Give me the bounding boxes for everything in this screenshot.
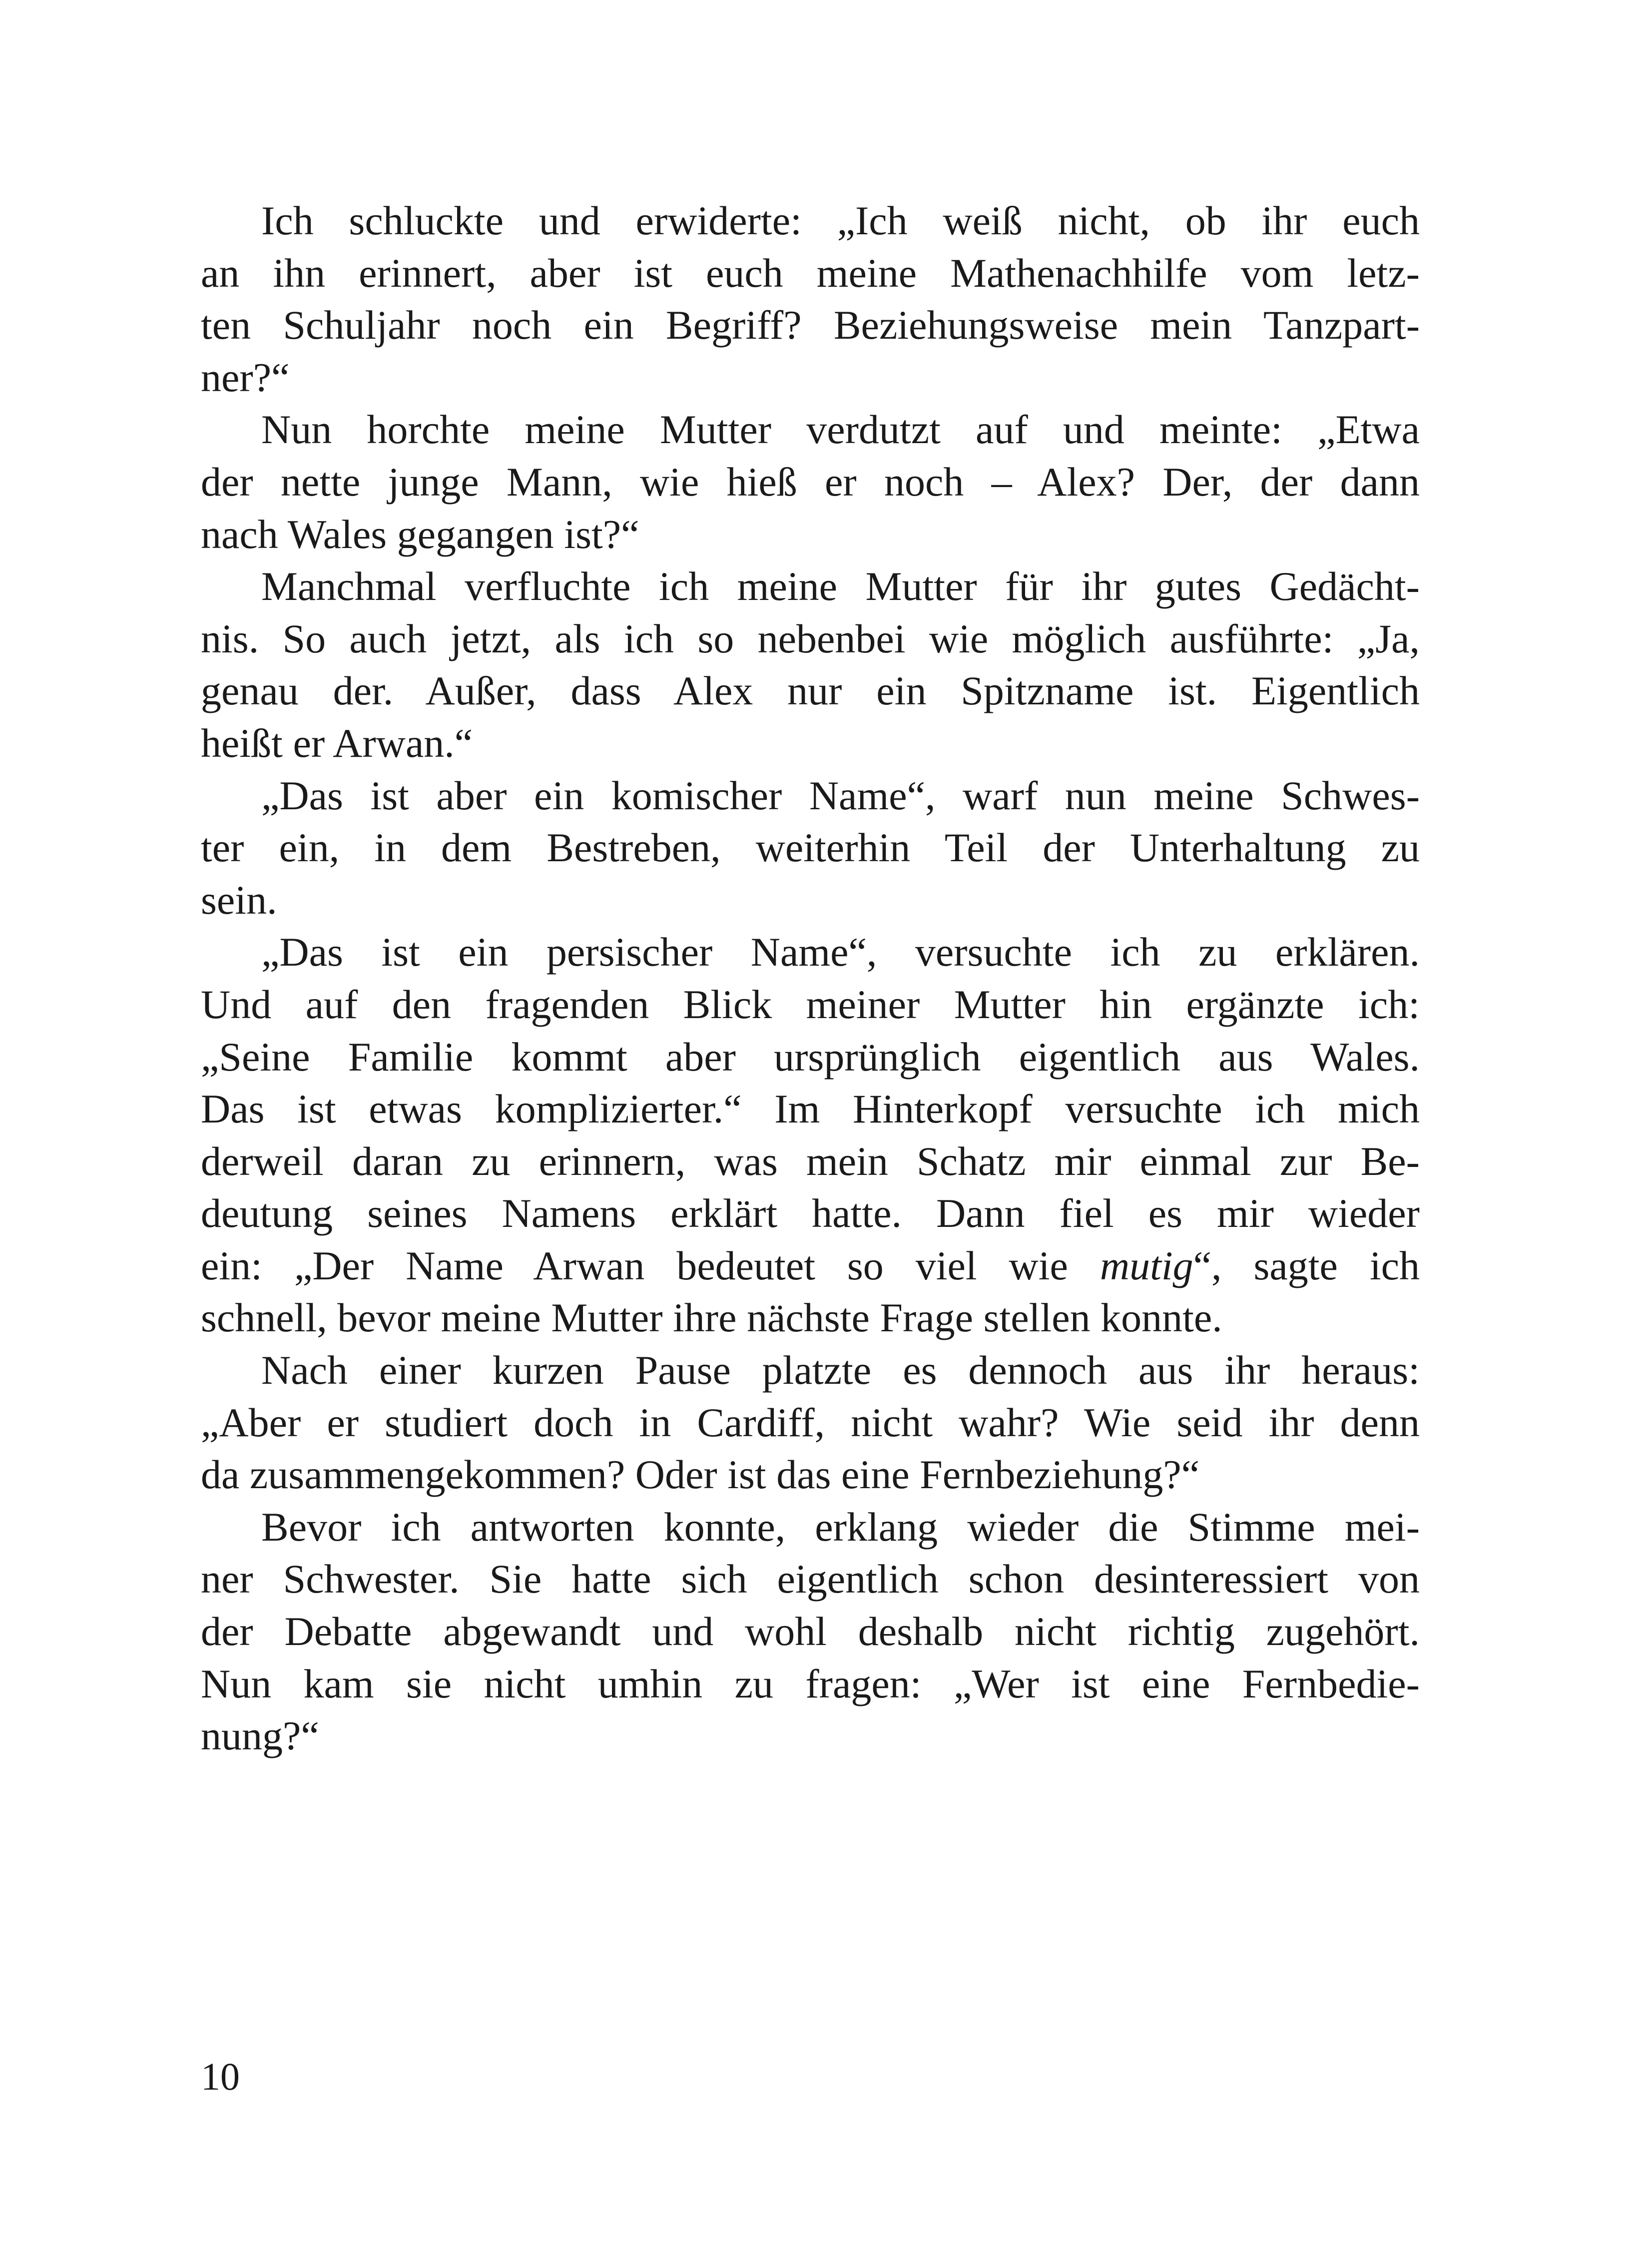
text-segment: “, sagte ich <box>1193 1242 1420 1288</box>
text-line: nach Wales gegangen ist?“ <box>201 511 639 557</box>
emphasized-word: mutig <box>1100 1242 1193 1288</box>
text-line: Nun kam sie nicht umhin zu fragen: „Wer ist eine Fernbedie- <box>201 1661 1420 1706</box>
text-segment: ein: „Der Name Arwan bedeutet so viel wie <box>201 1242 1100 1288</box>
text-line: ter ein, in dem Bestreben, weiterhin Teil der Unterhaltung zu <box>201 825 1420 871</box>
text-line: Und auf den fragenden Blick meiner Mutter hin ergänzte ich: <box>201 981 1420 1027</box>
text-line: sein. <box>201 877 277 923</box>
text-line: Manchmal verfluchte ich meine Mutter für ihr gutes Gedächt- <box>261 563 1420 609</box>
text-line: nis. So auch jetzt, als ich so nebenbei wie möglich ausführte: „Ja, <box>201 615 1420 661</box>
text-line: „Aber er studiert doch in Cardiff, nicht wahr? Wie seid ihr denn <box>201 1399 1420 1445</box>
page-number: 10 <box>201 2055 240 2098</box>
text-line: ner?“ <box>201 354 290 400</box>
text-line: schnell, bevor meine Mutter ihre nächste Frage stellen konnte. <box>201 1295 1222 1341</box>
text-line: Ich schluckte und erwiderte: „Ich weiß nicht, ob ihr euch <box>261 198 1420 243</box>
text-line: der nette junge Mann, wie hieß er noch – Alex? Der, der dann <box>201 459 1420 505</box>
text-line: der Debatte abgewandt und wohl deshalb nicht richtig zugehört. <box>201 1609 1420 1655</box>
text-line: ten Schuljahr noch ein Begriff? Beziehungsweise mein Tanzpart- <box>201 302 1420 348</box>
text-line: nung?“ <box>201 1713 319 1759</box>
text-line: Nach einer kurzen Pause platzte es dennoch aus ihr heraus: <box>261 1347 1420 1393</box>
text-line: derweil daran zu erinnern, was mein Schatz mir einmal zur Be- <box>201 1138 1420 1184</box>
text-line: deutung seines Namens erklärt hatte. Dann fiel es mir wieder <box>201 1190 1420 1236</box>
text-line <box>201 1240 1420 1292</box>
text-line: Bevor ich antworten konnte, erklang wieder die Stimme mei- <box>261 1504 1420 1550</box>
text-line: an ihn erinnert, aber ist euch meine Mathenachhilfe vom letz- <box>201 250 1420 296</box>
text-line: da zusammengekommen? Oder ist das eine Fernbeziehung?“ <box>201 1452 1200 1498</box>
text-line: heißt er Arwan.“ <box>201 720 473 766</box>
body-text <box>201 195 1420 1762</box>
text-line: genau der. Außer, dass Alex nur ein Spitzname ist. Eigentlich <box>201 668 1420 714</box>
text-line: „Seine Familie kommt aber ursprünglich eigentlich aus Wales. <box>201 1034 1420 1080</box>
text-line: Nun horchte meine Mutter verdutzt auf und meinte: „Etwa <box>261 407 1420 453</box>
text-line: ner Schwester. Sie hatte sich eigentlich schon desinteressiert von <box>201 1556 1420 1602</box>
text-line: „Das ist ein persischer Name“, versuchte ich zu erklären. <box>261 929 1420 975</box>
text-line: Das ist etwas komplizierter.“ Im Hinterkopf versuchte ich mich <box>201 1086 1420 1132</box>
text-line: „Das ist aber ein komischer Name“, warf nun meine Schwes- <box>261 772 1420 818</box>
